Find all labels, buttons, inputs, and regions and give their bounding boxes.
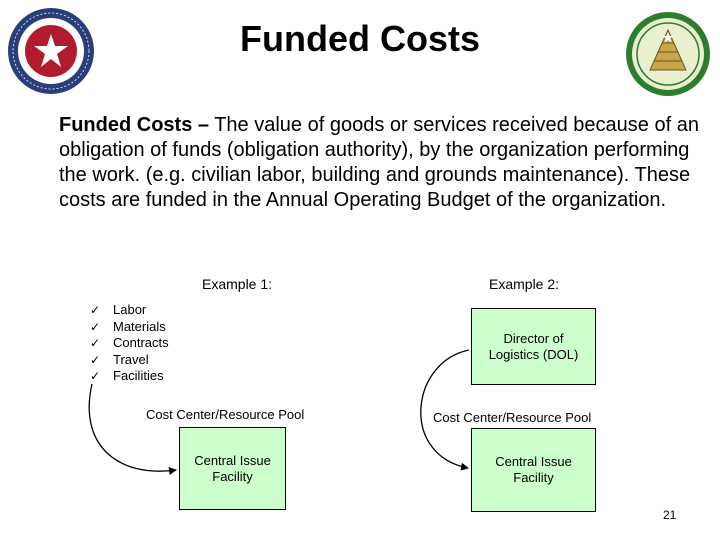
checklist-item: ✓ Facilities bbox=[90, 368, 164, 383]
checklist-item: ✓ Materials bbox=[90, 318, 166, 334]
checkmark-icon: ✓ bbox=[90, 336, 101, 350]
example-2-arrow bbox=[421, 350, 469, 468]
page-number: 21 bbox=[663, 508, 677, 522]
checkmark-icon: ✓ bbox=[90, 352, 101, 367]
example-2-cost-center-label: Cost Center/Resource Pool bbox=[433, 410, 592, 425]
checkmark-icon: ✓ bbox=[90, 369, 101, 383]
definition-text: The value of goods or services received because of an obligation of funds (obligation authority), by the organization performing the work. (e.g. civilian labor, building and grounds maintenance). These costs are funded in the Annual Operating Budget of the organization. bbox=[59, 114, 699, 211]
definition-term: Funded Costs – bbox=[59, 114, 210, 136]
example-2-label: Example 2: bbox=[489, 276, 560, 292]
slide-title: Funded Costs bbox=[240, 18, 480, 59]
checkmark-icon: ✓ bbox=[90, 319, 101, 334]
checklist-item: ✓ Contracts bbox=[90, 335, 169, 350]
checklist-item: ✓ Labor bbox=[90, 302, 147, 317]
example-1-central-issue-box: Central Issue Facility bbox=[179, 427, 286, 510]
example-2-central-issue-box: Central Issue Facility bbox=[471, 428, 596, 512]
example-1-cost-center-label: Cost Center/Resource Pool bbox=[146, 407, 305, 422]
example-2-dol-box: Director of Logistics (DOL) bbox=[471, 308, 596, 385]
example-1-arrow bbox=[89, 384, 176, 471]
checkmark-icon: ✓ bbox=[90, 303, 101, 317]
example-1-label: Example 1: bbox=[202, 276, 273, 292]
checklist-item: ✓ Travel bbox=[90, 351, 149, 367]
